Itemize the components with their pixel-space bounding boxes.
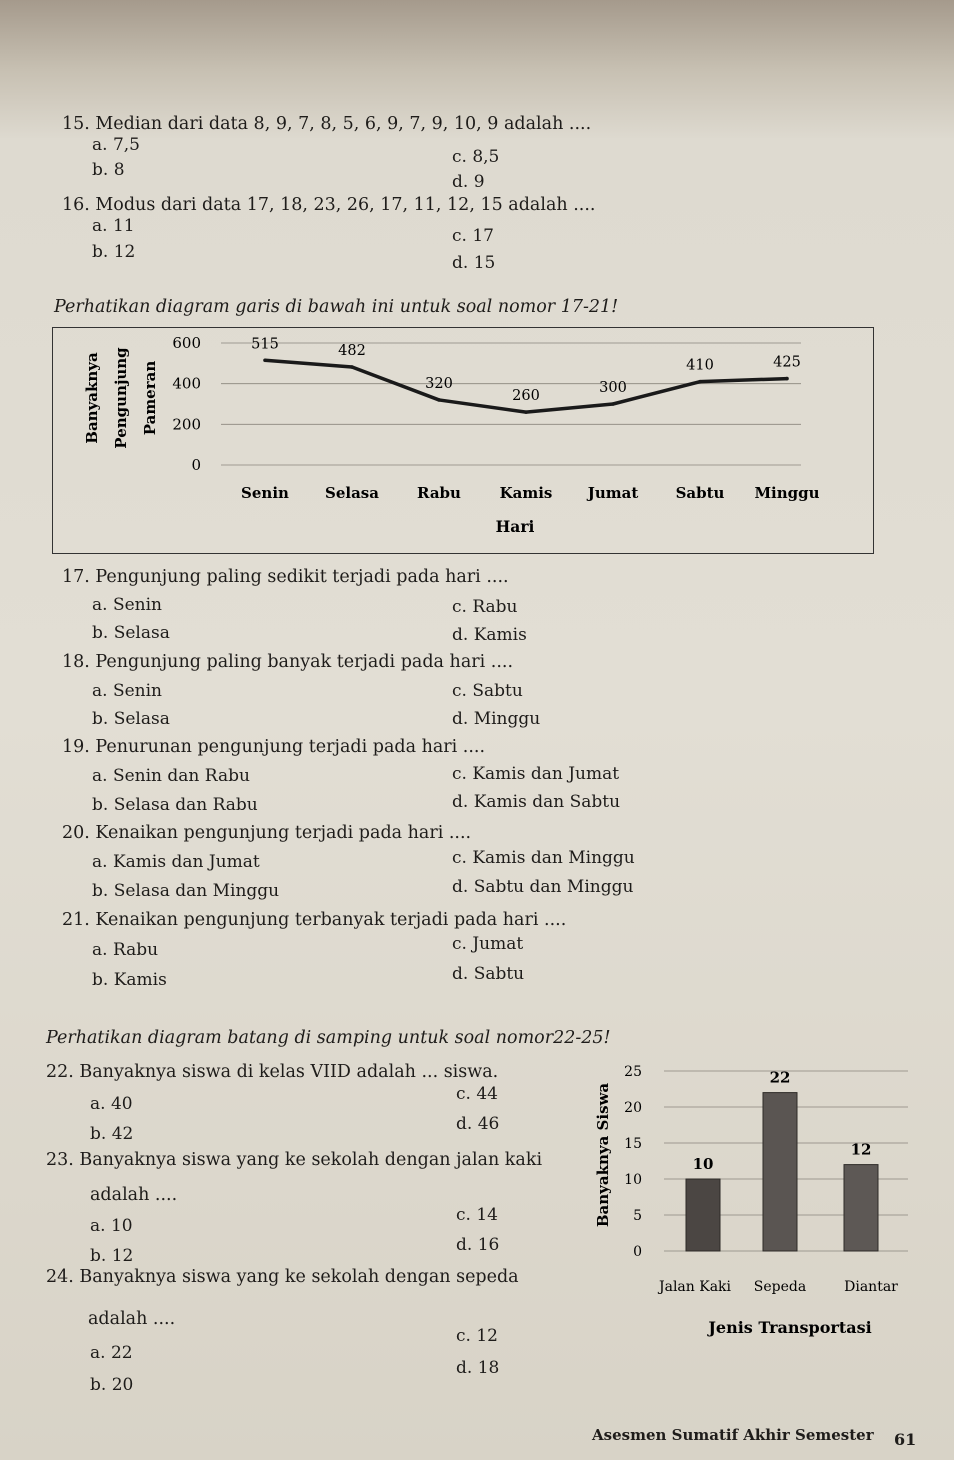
question-22: 22. Banyaknya siswa di kelas VIID adalah ... siswa. — [46, 1062, 499, 1082]
question-15: 15. Median dari data 8, 9, 7, 8, 5, 6, 9, 7, 9, 10, 9 adalah .... — [62, 114, 592, 134]
x-category-label: Jalan Kaki — [658, 1279, 732, 1295]
question-19: 19. Penurunan pengunjung terjadi pada hari .... — [62, 737, 486, 757]
y-tick-label: 10 — [624, 1172, 642, 1188]
line-chart-instruction: Perhatikan diagram garis di bawah ini untuk soal nomor 17-21! — [54, 297, 619, 317]
x-category-label: Sabtu — [675, 484, 725, 502]
q15-option-d: d. 9 — [452, 172, 485, 192]
data-point — [437, 398, 441, 402]
y-axis-label: Banyaknya Siswa — [594, 1082, 612, 1228]
y-tick-label: 600 — [172, 334, 201, 352]
q16-option-b: b. 12 — [92, 242, 136, 262]
q21-option-c: c. Jumat — [452, 934, 524, 954]
q17-option-d: d. Kamis — [452, 625, 527, 645]
x-category-label: Rabu — [417, 484, 461, 502]
question-17: 17. Pengunjung paling sedikit terjadi pada hari .... — [62, 567, 509, 587]
q17-option-b: b. Selasa — [92, 623, 170, 643]
data-label: 260 — [512, 388, 540, 405]
data-point — [524, 410, 528, 414]
data-label: 482 — [338, 342, 366, 359]
q19-option-a: a. Senin dan Rabu — [92, 766, 250, 786]
q22-option-d: d. 46 — [456, 1114, 500, 1134]
line-chart — [53, 328, 875, 555]
data-point — [611, 402, 615, 406]
bar — [763, 1093, 797, 1251]
x-axis-label: Jenis Transportasi — [708, 1318, 872, 1337]
bar-value-label: 22 — [769, 1068, 791, 1087]
q23-option-a: a. 10 — [90, 1216, 133, 1236]
q21-option-a: a. Rabu — [92, 940, 159, 960]
q18-option-c: c. Sabtu — [452, 681, 523, 701]
q24-option-c: c. 12 — [456, 1326, 498, 1346]
q24-option-d: d. 18 — [456, 1358, 500, 1378]
q17-option-c: c. Rabu — [452, 597, 518, 617]
q22-option-b: b. 42 — [90, 1124, 134, 1144]
y-tick-label: 400 — [172, 374, 201, 393]
y-tick-label: 0 — [633, 1244, 642, 1260]
data-label: 300 — [599, 380, 627, 396]
page-number: 61 — [894, 1430, 917, 1449]
x-category-label: Sepeda — [753, 1279, 807, 1295]
q21-option-d: d. Sabtu — [452, 964, 525, 984]
x-category-label: Minggu — [754, 484, 820, 502]
q21-option-b: b. Kamis — [92, 970, 167, 990]
line-chart-frame — [52, 327, 874, 554]
q19-option-b: b. Selasa dan Rabu — [92, 795, 258, 815]
data-label: 515 — [251, 336, 279, 353]
q20-option-d: d. Sabtu dan Minggu — [452, 877, 634, 897]
bar — [844, 1165, 878, 1251]
bar-chart — [580, 1055, 920, 1350]
q20-option-c: c. Kamis dan Minggu — [452, 848, 635, 868]
question-21: 21. Kenaikan pengunjung terbanyak terjadi pada hari .... — [62, 910, 567, 930]
footer-title: Asesmen Sumatif Akhir Semester — [592, 1426, 874, 1444]
q23-option-c: c. 14 — [456, 1205, 498, 1225]
q20-option-a: a. Kamis dan Jumat — [92, 852, 260, 872]
x-category-label: Diantar — [844, 1279, 898, 1295]
question-16: 16. Modus dari data 17, 18, 23, 26, 17, 11, 12, 15 adalah .... — [62, 195, 596, 215]
bar-chart-instruction: Perhatikan diagram batang di samping untuk soal nomor22-25! — [46, 1028, 611, 1048]
x-axis-label: Hari — [495, 517, 535, 536]
q18-option-d: d. Minggu — [452, 709, 541, 729]
y-axis-label-line: Banyaknya — [83, 352, 101, 444]
y-tick-label: 0 — [191, 456, 201, 474]
bar-value-label: 10 — [692, 1155, 714, 1173]
q19-option-c: c. Kamis dan Jumat — [452, 764, 620, 784]
data-label: 320 — [425, 375, 453, 392]
y-tick-label: 20 — [624, 1100, 642, 1116]
question-20: 20. Kenaikan pengunjung terjadi pada hari .... — [62, 823, 472, 843]
data-point — [785, 377, 789, 381]
q22-option-a: a. 40 — [90, 1094, 133, 1114]
q19-option-d: d. Kamis dan Sabtu — [452, 792, 621, 812]
q16-option-a: a. 11 — [92, 216, 135, 236]
q16-option-c: c. 17 — [452, 226, 494, 246]
data-point — [698, 380, 702, 384]
data-point — [263, 358, 267, 362]
bar — [686, 1179, 720, 1251]
question-24-cont: adalah .... — [88, 1309, 176, 1329]
q15-option-a: a. 7,5 — [92, 135, 140, 155]
q18-option-a: a. Senin — [92, 681, 162, 701]
data-label: 410 — [686, 357, 714, 374]
data-label: 425 — [773, 354, 801, 371]
q23-option-d: d. 16 — [456, 1235, 500, 1255]
q20-option-b: b. Selasa dan Minggu — [92, 881, 280, 901]
x-category-label: Kamis — [499, 484, 553, 502]
q24-option-a: a. 22 — [90, 1343, 133, 1363]
x-category-label: Jumat — [587, 484, 639, 502]
q22-option-c: c. 44 — [456, 1084, 498, 1104]
question-24: 24. Banyaknya siswa yang ke sekolah dengan sepeda — [46, 1267, 519, 1287]
q15-option-c: c. 8,5 — [452, 147, 500, 167]
q16-option-d: d. 15 — [452, 253, 496, 273]
y-tick-label: 200 — [172, 415, 201, 434]
question-23: 23. Banyaknya siswa yang ke sekolah dengan jalan kaki — [46, 1150, 543, 1170]
q18-option-b: b. Selasa — [92, 709, 170, 729]
y-tick-label: 15 — [624, 1136, 642, 1152]
y-axis-label-line: Pengunjung — [112, 347, 130, 449]
data-point — [350, 365, 354, 369]
y-tick-label: 25 — [624, 1064, 642, 1080]
question-23-cont: adalah .... — [90, 1185, 178, 1205]
y-axis-label-line: Pameran — [141, 360, 159, 436]
q23-option-b: b. 12 — [90, 1246, 134, 1266]
q15-option-b: b. 8 — [92, 160, 125, 180]
y-tick-label: 5 — [633, 1208, 642, 1224]
bar-value-label: 12 — [850, 1140, 872, 1159]
x-category-label: Senin — [241, 484, 289, 502]
question-18: 18. Pengunjung paling banyak terjadi pada hari .... — [62, 652, 514, 672]
x-category-label: Selasa — [325, 484, 379, 502]
q17-option-a: a. Senin — [92, 595, 162, 615]
q24-option-b: b. 20 — [90, 1375, 134, 1395]
